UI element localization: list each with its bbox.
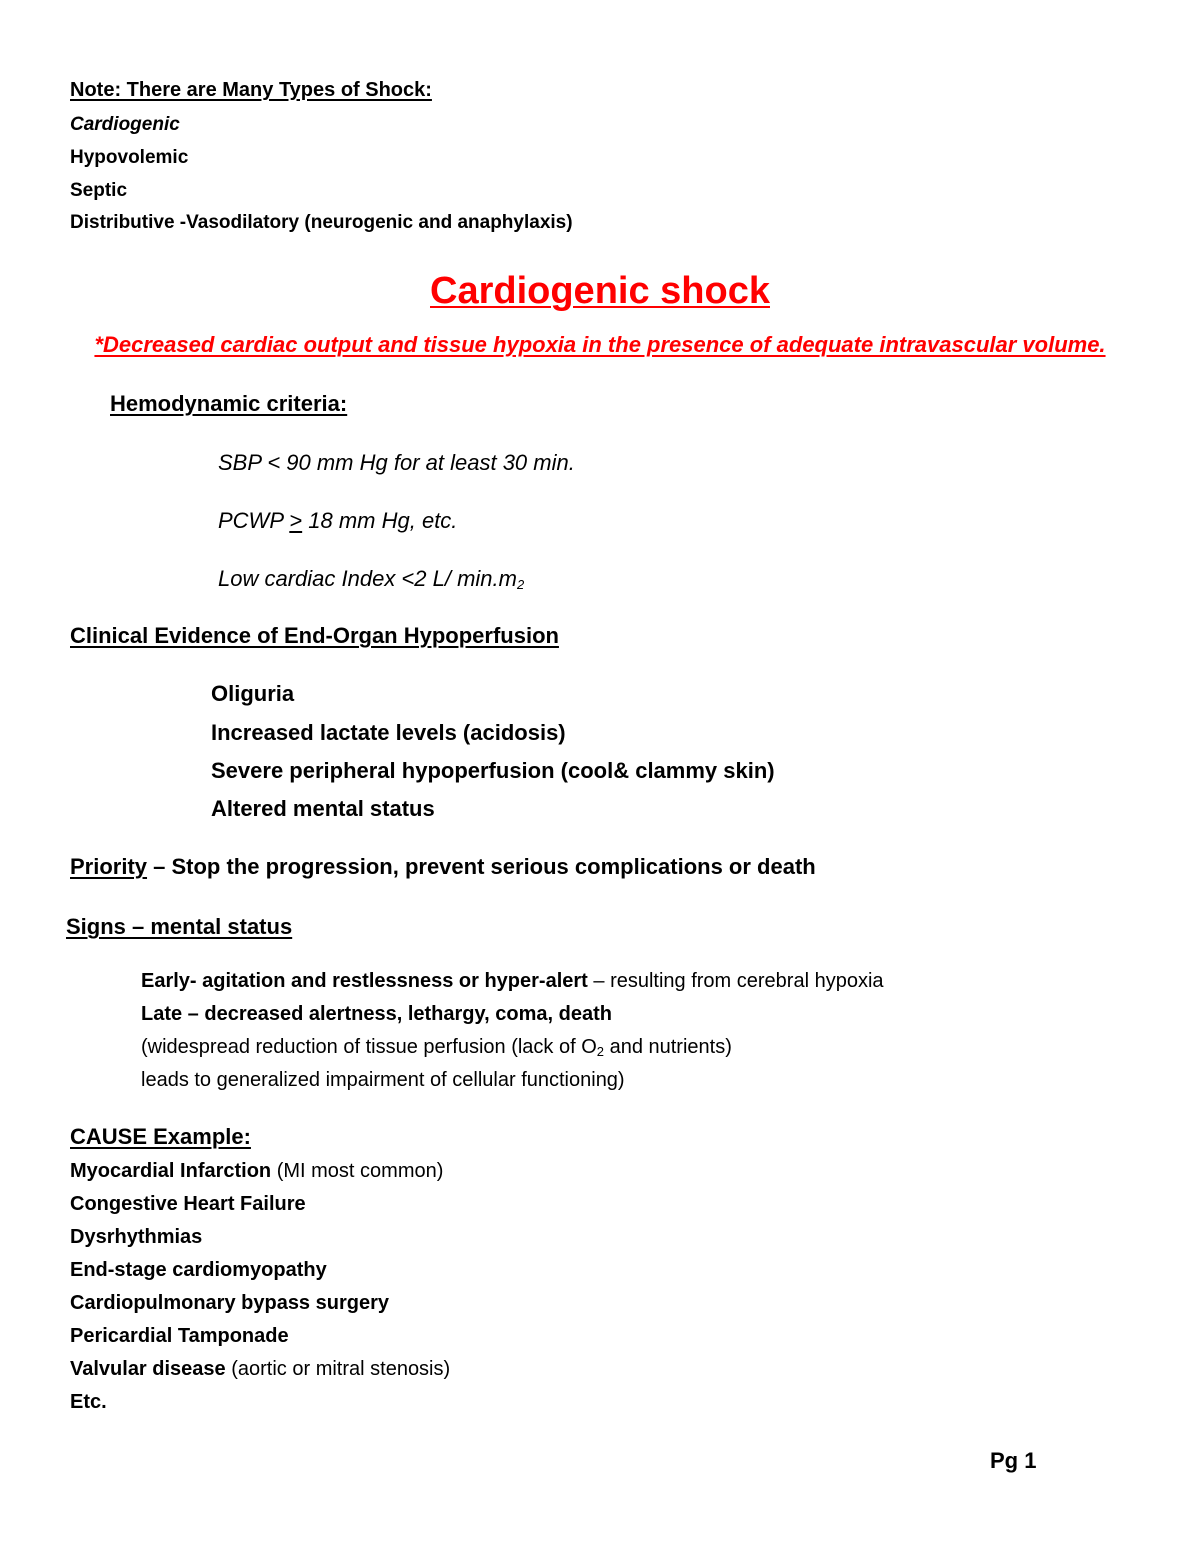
cause-valvular-note: (aortic or mitral stenosis) [225, 1358, 451, 1380]
note1-rest: and nutrients) [604, 1036, 732, 1058]
signs-heading: Signs – mental status [66, 914, 293, 939]
definition-text: *Decreased cardiac output and tissue hypoxia in the presence of adequate intravascular volume. [94, 332, 1106, 357]
early-rest: – resulting from cerebral hypoxia [587, 970, 884, 992]
cause-mi-note: (MI most common) [271, 1160, 444, 1182]
note1-text: (widespread reduction of tissue perfusion (lack of O [141, 1036, 597, 1058]
page-title-text: Cardiogenic shock [430, 270, 770, 312]
cause-mi: Myocardial Infarction [70, 1160, 272, 1182]
page-number: Pg 1 [990, 1448, 1037, 1473]
clinical-item: Oliguria [211, 681, 295, 706]
signs-early [141, 971, 884, 991]
clinical-item: Severe peripheral hypoperfusion (cool& clammy skin) [211, 758, 775, 783]
cause-item: Etc. [70, 1391, 107, 1413]
clinical-item: Increased lactate levels (acidosis) [211, 720, 566, 745]
signs-note-2: leads to generalized impairment of cellular functioning) [141, 1069, 625, 1091]
cause-item [70, 1359, 450, 1379]
cause-heading: CAUSE Example: [70, 1124, 251, 1149]
cause-item: End-stage cardiomyopathy [70, 1259, 327, 1281]
early-label: Early- agitation and restlessness or hyper-alert [141, 970, 588, 992]
page-title [0, 272, 1200, 310]
types-heading: Note: There are Many Types of Shock: [70, 79, 432, 101]
definition [0, 334, 1200, 356]
cause-item: Pericardial Tamponade [70, 1325, 289, 1347]
pcwp-value: 18 mm Hg, etc. [302, 508, 458, 533]
cause-item [70, 1161, 443, 1181]
pcwp-label: PCWP [218, 508, 290, 533]
type-item: Distributive -Vasodilatory (neurogenic and anaphylaxis) [70, 212, 573, 233]
ci-subscript: 2 [516, 577, 525, 592]
priority-label: Priority [70, 854, 148, 879]
type-item: Cardiogenic [70, 114, 180, 135]
signs-note-1 [141, 1037, 732, 1058]
criteria-pcwp [218, 510, 457, 532]
cause-item: Congestive Heart Failure [70, 1193, 306, 1215]
type-item: Hypovolemic [70, 147, 189, 168]
hemodynamic-heading: Hemodynamic criteria: [110, 391, 348, 416]
clinical-item: Altered mental status [211, 796, 435, 821]
criteria-sbp: SBP < 90 mm Hg for at least 30 min. [218, 450, 575, 475]
cause-item: Cardiopulmonary bypass surgery [70, 1292, 389, 1314]
criteria-cardiac-index [218, 568, 524, 591]
cause-item: Dysrhythmias [70, 1226, 203, 1248]
priority-line [70, 856, 816, 878]
ci-text: Low cardiac Index <2 L/ min.m [218, 566, 517, 591]
o2-subscript: 2 [596, 1044, 605, 1059]
gte-symbol: > [289, 508, 303, 533]
signs-late: Late – decreased alertness, lethargy, coma, death [141, 1003, 612, 1025]
type-item: Septic [70, 180, 128, 201]
clinical-heading: Clinical Evidence of End-Organ Hypoperfusion [70, 623, 559, 648]
cause-valvular: Valvular disease [70, 1358, 226, 1380]
priority-text: – Stop the progression, prevent serious complications or death [147, 854, 816, 879]
